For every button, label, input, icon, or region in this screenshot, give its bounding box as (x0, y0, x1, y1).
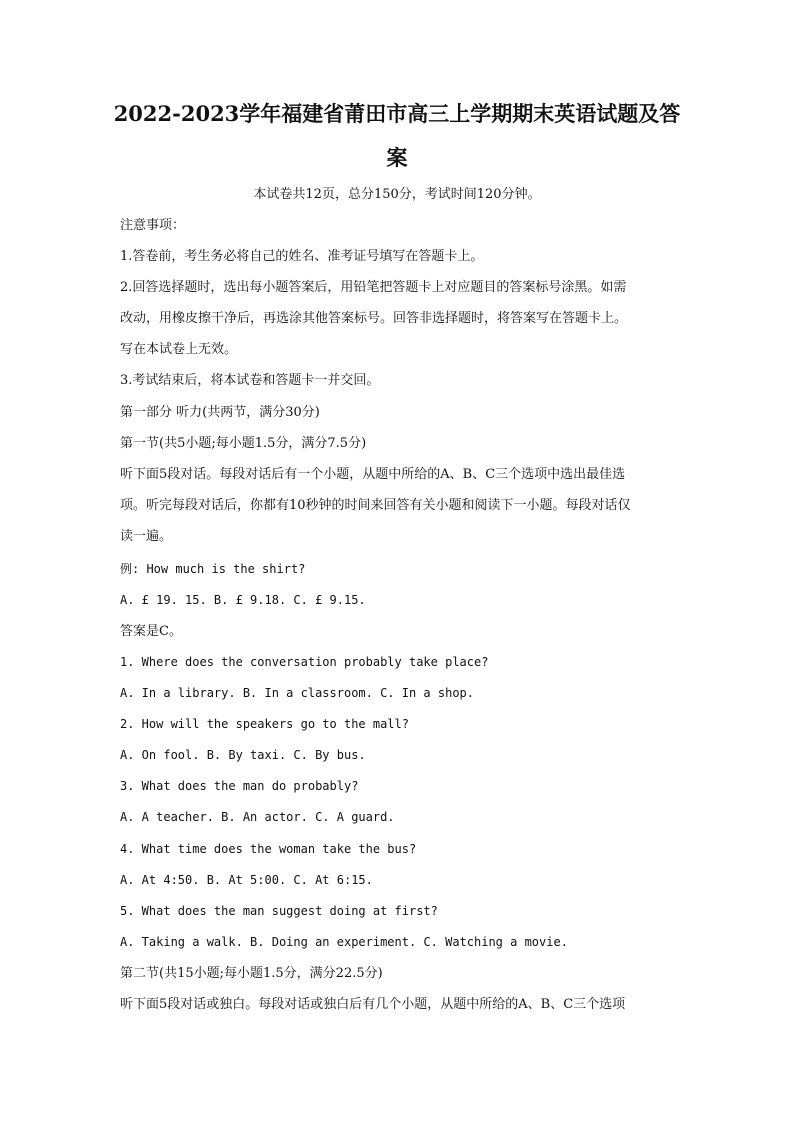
question-text: 4. What time does the woman take the bus? (120, 842, 417, 856)
section1-heading: 第一节(共5小题;每小题1.5分，满分7.5分) (120, 436, 367, 451)
exam-intro: 本试卷共12页，总分150分，考试时间120分钟。 (253, 187, 541, 202)
question-options: A. At 4:50. B. At 5:00. C. At 6:15. (120, 873, 373, 887)
question-options: A. A teacher. B. An actor. C. A guard. (120, 810, 395, 824)
question-options: A. On fool. B. By taxi. C. By bus. (120, 748, 366, 762)
question-options: A. Taking a walk. B. Doing an experiment. C. Watching a movie. (120, 935, 568, 949)
example-answer: 答案是C。 (120, 624, 182, 639)
document-title-line-1: 2022-2023学年福建省莆田市高三上学期期末英语试题及答 (113, 101, 681, 126)
question-options: A. In a library. B. In a classroom. C. In a shop. (120, 686, 475, 700)
question-text: 2. How will the speakers go to the mall? (120, 717, 409, 731)
notice-heading: 注意事项： (120, 218, 186, 233)
notice-item: 1.答卷前，考生务必将自己的姓名、准考证号填写在答题卡上。 (120, 249, 484, 264)
section1-instruction: 读一遍。 (120, 529, 173, 544)
question-text: 3. What does the man do probably? (120, 779, 359, 793)
section1-instruction: 项。听完每段对话后，你都有10秒钟的时间来回答有关小题和阅读下一小题。每段对话仅 (120, 498, 631, 513)
section2-instruction: 听下面5段对话或独白。每段对话或独白后有几个小题，从题中所给的A、B、C三个选项 (120, 997, 626, 1012)
question-text: 5. What does the man suggest doing at first? (120, 904, 438, 918)
document-title-line-2: 案 (386, 145, 408, 170)
section1-instruction: 听下面5段对话。每段对话后有一个小题，从题中所给的A、B、C三个选项中选出最佳选 (120, 467, 626, 482)
example-question: 例: How much is the shirt? (120, 562, 306, 576)
notice-item: 写在本试卷上无效。 (120, 342, 238, 357)
section2-heading: 第二节(共15小题;每小题1.5分，满分22.5分) (120, 966, 383, 981)
notice-item: 2.回答选择题时，选出每小题答案后，用铅笔把答题卡上对应题目的答案标号涂黑。如需 (120, 280, 627, 295)
example-options: A. £ 19. 15. B. £ 9.18. C. £ 9.15. (120, 593, 366, 607)
notice-item: 改动，用橡皮擦干净后，再选涂其他答案标号。回答非选择题时，将答案写在答题卡上。 (120, 311, 628, 326)
part1-heading: 第一部分 听力(共两节，满分30分) (120, 405, 320, 420)
question-text: 1. Where does the conversation probably take place? (120, 655, 489, 669)
notice-item: 3.考试结束后，将本试卷和答题卡一并交回。 (120, 373, 380, 388)
